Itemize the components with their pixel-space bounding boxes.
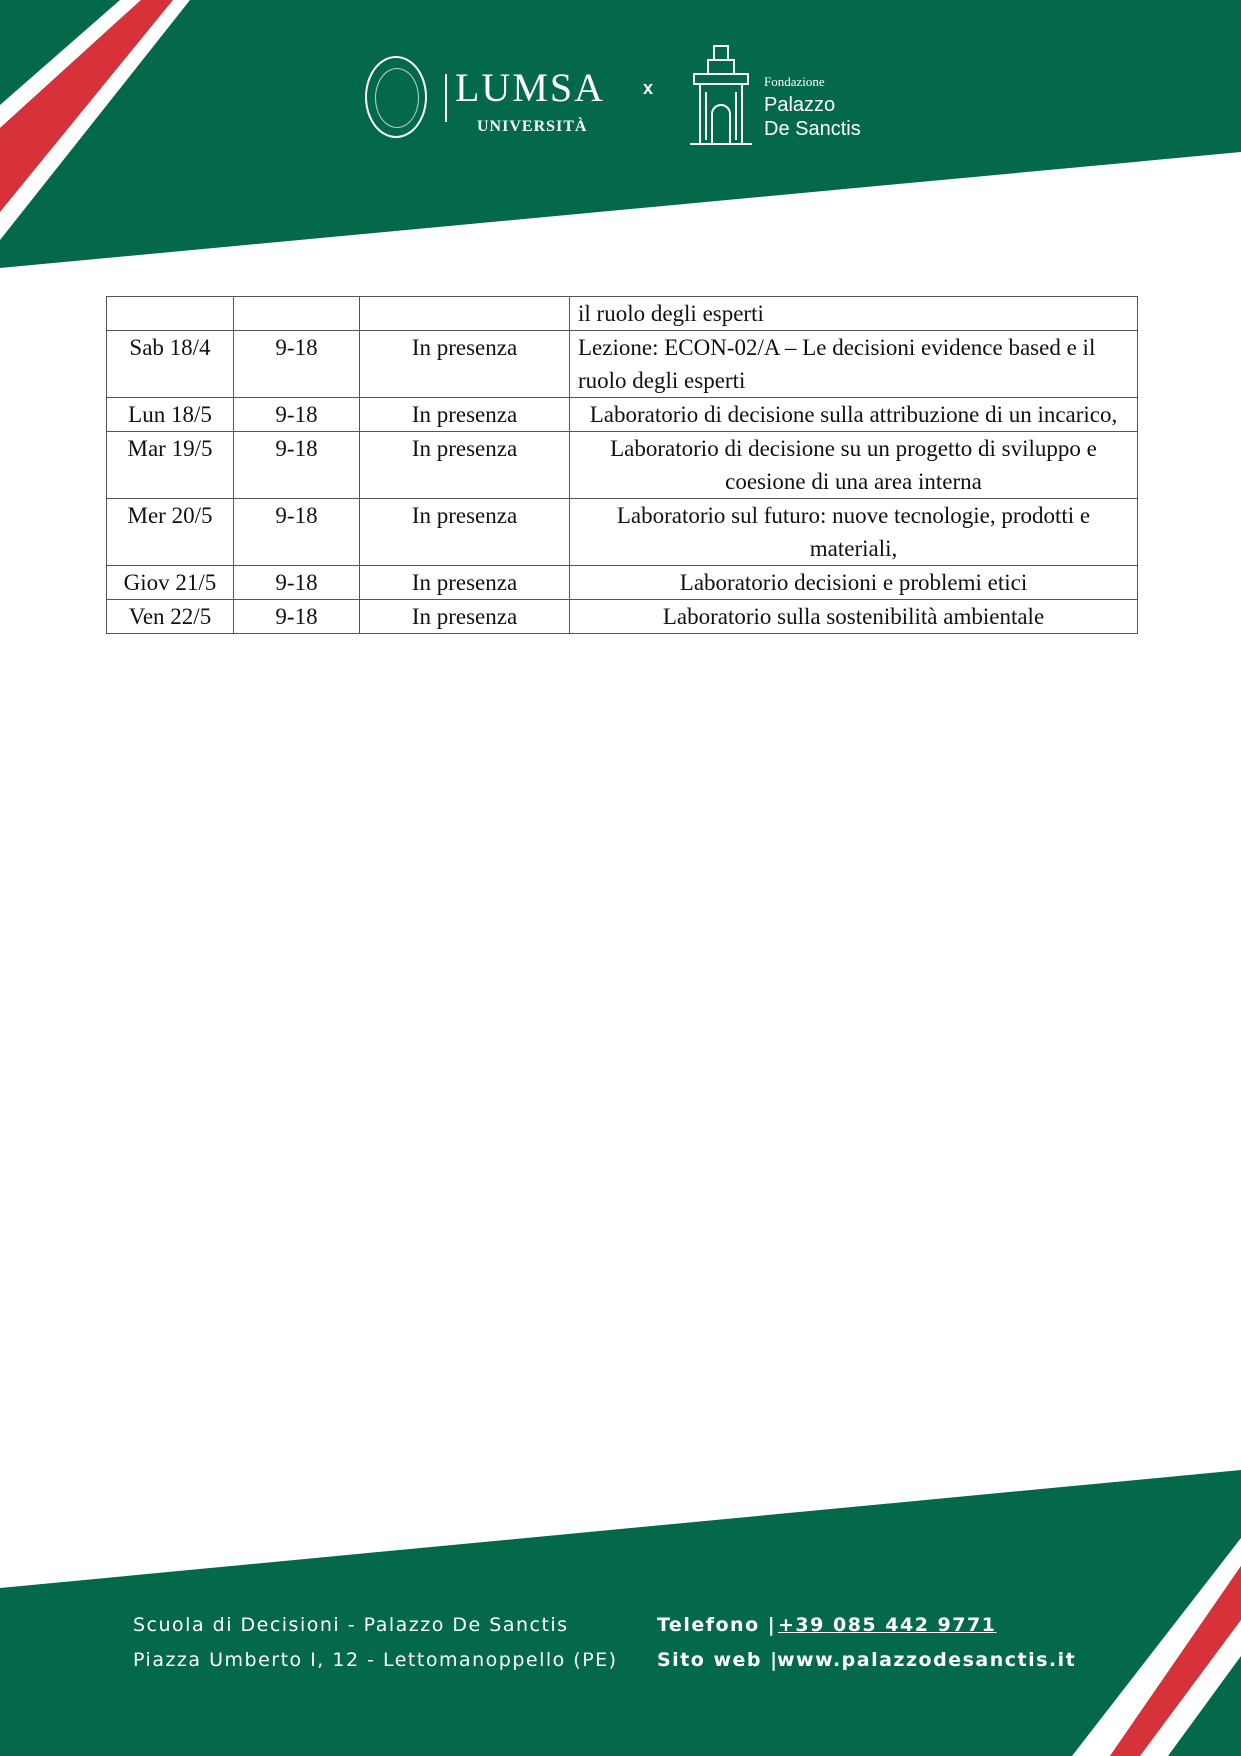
- cell-mode: In presenza: [360, 398, 570, 432]
- footer-web-link[interactable]: www.palazzodesanctis.it: [777, 1649, 1077, 1671]
- table-row: [107, 499, 1138, 566]
- cell-time: 9-18: [234, 566, 360, 600]
- palazzo-name-line2: De Sanctis: [764, 118, 861, 140]
- palazzo-logo: [686, 40, 886, 150]
- table-row: [107, 432, 1138, 499]
- table-row: [107, 398, 1138, 432]
- cell-day: Ven 22/5: [107, 600, 234, 634]
- cell-activity: Laboratorio sul futuro: nuove tecnologie, prodotti e materiali,: [570, 499, 1138, 566]
- cell-mode: [360, 297, 570, 331]
- cell-time: 9-18: [234, 398, 360, 432]
- footer-band: [0, 1470, 1241, 1756]
- cell-mode: In presenza: [360, 331, 570, 398]
- schedule-table: [106, 296, 1138, 634]
- footer-address: Piazza Umberto I, 12 - Lettomanoppello (PE): [133, 1649, 618, 1671]
- lumsa-name: LUMSA: [455, 65, 606, 110]
- cell-activity: Laboratorio di decisione su un progetto di sviluppo e coesione di una area interna: [570, 432, 1138, 499]
- cell-time: [234, 297, 360, 331]
- logo-area: [0, 40, 1241, 160]
- cell-activity: Lezione: ECON-02/A – Le decisioni evidence based e il ruolo degli esperti: [570, 331, 1138, 398]
- footer-school: Scuola di Decisioni - Palazzo De Sanctis: [133, 1614, 569, 1636]
- cell-day: Giov 21/5: [107, 566, 234, 600]
- footer-web-label: Sito web |: [657, 1649, 779, 1671]
- cell-time: 9-18: [234, 600, 360, 634]
- cell-mode: In presenza: [360, 432, 570, 499]
- cell-mode: In presenza: [360, 499, 570, 566]
- cell-day: [107, 297, 234, 331]
- cell-day: Mar 19/5: [107, 432, 234, 499]
- cell-activity: Laboratorio sulla sostenibilità ambientale: [570, 600, 1138, 634]
- cell-day: Mer 20/5: [107, 499, 234, 566]
- logo-divider: [445, 74, 447, 122]
- palazzo-tower-icon: [686, 40, 756, 150]
- table-row: [107, 297, 1138, 331]
- cell-time: 9-18: [234, 331, 360, 398]
- table-row: [107, 600, 1138, 634]
- cell-mode: In presenza: [360, 600, 570, 634]
- cell-activity: Laboratorio decisioni e problemi etici: [570, 566, 1138, 600]
- lumsa-seal-icon: [365, 56, 427, 138]
- logo-separator: x: [643, 78, 654, 98]
- palazzo-fondazione: Fondazione: [764, 74, 825, 89]
- cell-day: Lun 18/5: [107, 398, 234, 432]
- table-row: [107, 331, 1138, 398]
- cell-time: 9-18: [234, 432, 360, 499]
- lumsa-subtitle: UNIVERSITÀ: [477, 118, 588, 135]
- footer-phone-link[interactable]: +39 085 442 9771: [778, 1614, 997, 1636]
- lumsa-logo: [365, 56, 615, 148]
- cell-day: Sab 18/4: [107, 331, 234, 398]
- cell-activity: Laboratorio di decisione sulla attribuzione di un incarico,: [570, 398, 1138, 432]
- cell-mode: In presenza: [360, 566, 570, 600]
- cell-time: 9-18: [234, 499, 360, 566]
- cell-activity: il ruolo degli esperti: [570, 297, 1138, 331]
- footer-phone-label: Telefono |: [657, 1614, 777, 1636]
- palazzo-name-line1: Palazzo: [764, 94, 836, 116]
- table-row: [107, 566, 1138, 600]
